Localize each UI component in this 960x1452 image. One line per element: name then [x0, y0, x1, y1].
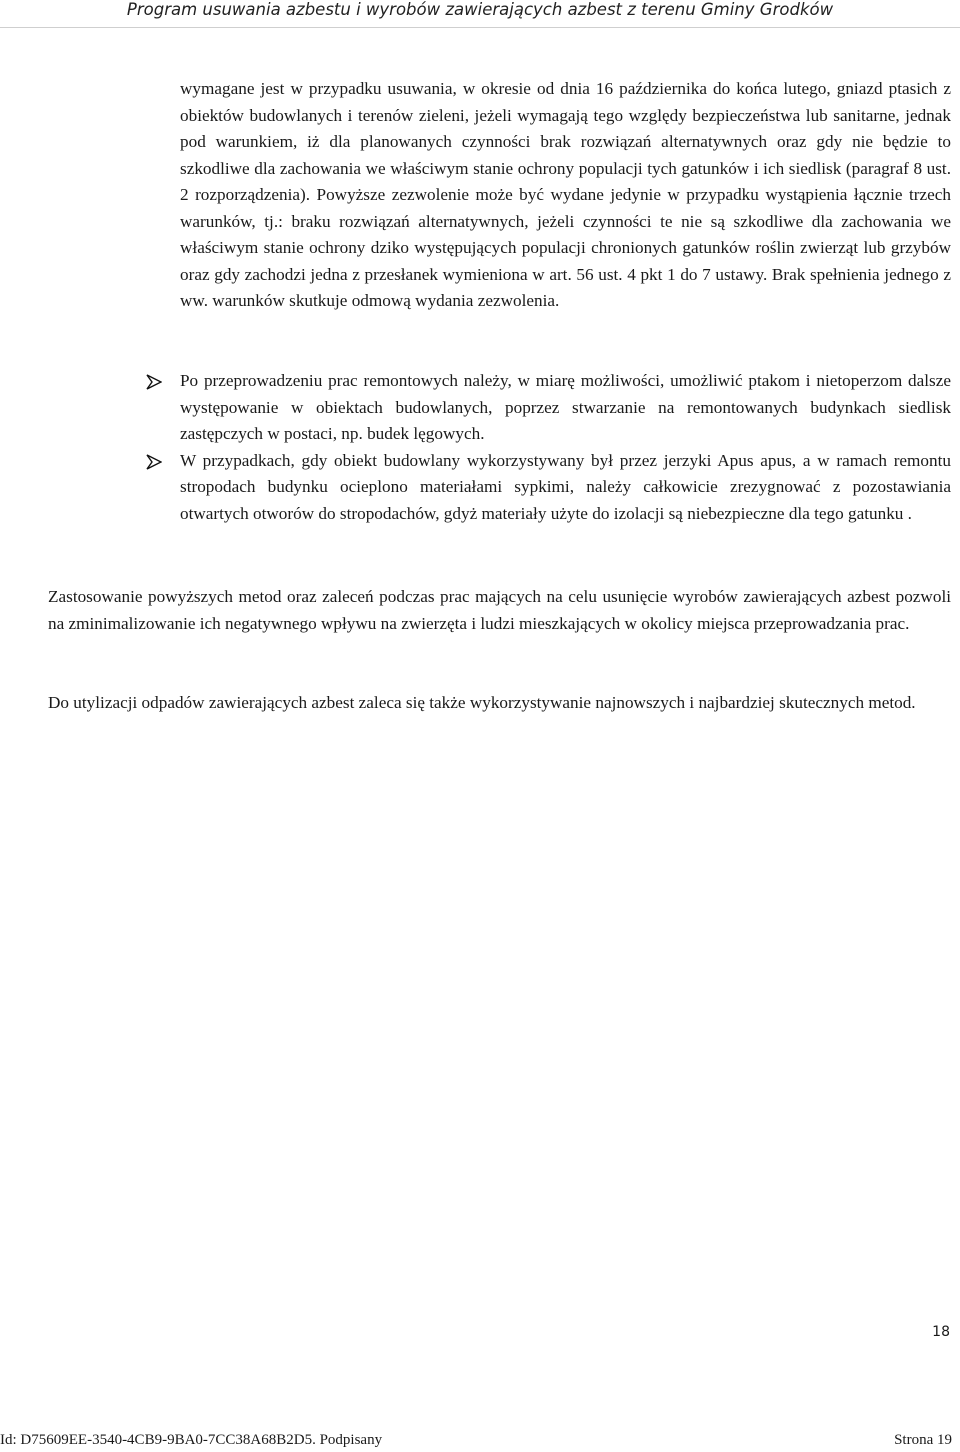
bullet-text: Po przeprowadzeniu prac remontowych należy, w miarę możliwości, umożliwić ptakom i nietoperzom dalsze występowanie w obiektach budowlanych, poprzez stwarzanie na remontowanych budynkach siedlisk zastępczych w postaci, np. budek lęgowych. [180, 371, 951, 443]
footer-document-id: Id: D75609EE-3540-4CB9-9BA0-7CC38A68B2D5. Podpisany [0, 1432, 383, 1448]
recommendation-paragraph: Do utylizacji odpadów zawierających azbest zaleca się także wykorzystywanie najnowszych i najbardziej skutecznych metod. [48, 693, 916, 712]
bullet-text: W przypadkach, gdy obiekt budowlany wykorzystywany był przez jerzyki Apus apus, a w ramach remontu stropodach budynku ocieplono materiałami sypkimi, należy całkowicie zrezygnować z pozostawiania otwartych otworów do stropodachów, gdyż materiały użyte do izolacji są niebezpieczne dla tego gatunku . [180, 450, 951, 523]
arrowhead-bullet-icon [146, 374, 162, 390]
page-header [0, 0, 960, 20]
continuation-paragraph [180, 76, 951, 315]
bullet-item [146, 368, 951, 448]
bullet-item [146, 448, 951, 528]
continuation-text: wymagane jest w przypadku usuwania, w okresie od dnia 16 października do końca lutego, gniazd ptasich z obiektów budowlanych i terenów zieleni, jeżeli wymagają tego względy bezpieczeństwa lub sanitarne, jednak pod warunkiem, iż dla planowanych czynności brak rozwiązań alternatywnych oraz gdy nie będzie to szkodliwe dla zachowania we właściwym stanie ochrony populacji tych gatunków i ich siedlisk (paragraf 8 ust. 2 rozporządzenia). Powyższe zezwolenie może być wydane jedynie w przypadku wystąpienia łącznie trzech warunków, tj.: braku rozwiązań alternatywnych, jeżeli czynności te nie są szkodliwe dla zachowania we właściwym stanie ochrony dziko występujących populacji chronionych gatunków roślin zwierząt lub grzybów oraz gdy zachodzi jedna z przesłanek wymieniona w art. 56 ust. 4 pkt 1 do 7 ustawy. Brak spełnienia jednego z ww. warunków skutkuje odmową wydania zezwolenia. [180, 79, 951, 310]
summary-paragraph: Zastosowanie powyższych metod oraz zaleceń podczas prac mających na celu usunięcie wyrobów zawierających azbest pozwoli na zminimalizowanie ich negatywnego wpływu na zwierzęta i ludzi mieszkających w okolicy miejsca przeprowadzania prac. [48, 587, 951, 633]
page-number: 18 [932, 1324, 950, 1340]
header-divider [0, 27, 960, 28]
footer-page-label: Strona 19 [894, 1432, 952, 1448]
bullet-list [146, 368, 951, 527]
document-title: Program usuwania azbestu i wyrobów zawierających azbest z terenu Gminy Grodków [126, 0, 834, 19]
arrowhead-bullet-icon [146, 454, 162, 470]
